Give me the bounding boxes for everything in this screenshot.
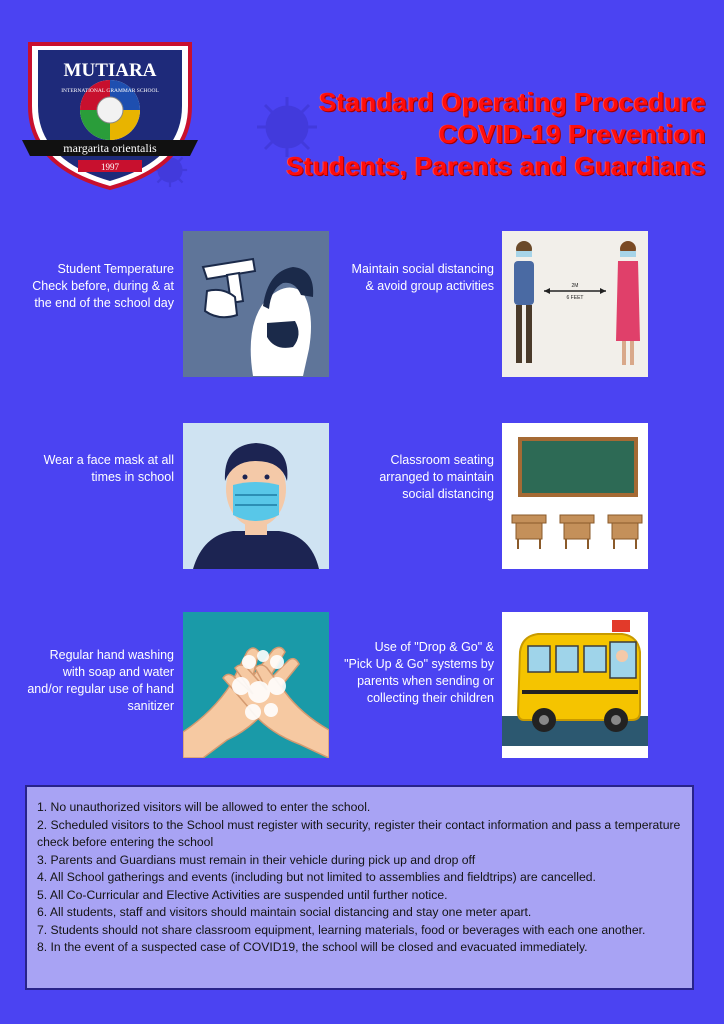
title-line-1: Standard Operating Procedure <box>319 87 706 117</box>
rule-item: 4. All School gatherings and events (including but not limited to assemblies and fieldtrips) are cancelled. <box>37 870 596 884</box>
rule-item: 8. In the event of a suspected case of COVID19, the school will be closed and evacuated immediately. <box>37 940 588 954</box>
classroom-icon <box>502 423 648 569</box>
tip-caption: Student Temperature Check before, during & at the end of the school day <box>32 262 174 310</box>
distance-ft-label: 6 FEET <box>566 295 584 301</box>
logo-subtitle: INTERNATIONAL GRAMMAR SCHOOL <box>61 88 159 94</box>
face-mask-icon <box>183 423 329 569</box>
tip-caption: Maintain social distancing & avoid group activities <box>351 262 494 293</box>
rule-item: 3. Parents and Guardians must remain in their vehicle during pick up and drop off <box>37 852 476 867</box>
school-bus-icon <box>502 612 648 758</box>
hand-washing-icon <box>183 612 329 758</box>
tip-caption: Wear a face mask at all times in school <box>43 453 174 484</box>
page-title <box>286 86 706 182</box>
title-line-3: Students, Parents and Guardians <box>286 151 706 181</box>
tip-caption: Classroom seating arranged to maintain social distancing <box>379 453 494 501</box>
school-logo <box>20 36 200 192</box>
logo-motto: margarita orientalis <box>63 141 157 155</box>
rules-list <box>37 799 684 957</box>
title-line-2: COVID-19 Prevention <box>438 119 706 149</box>
tip-caption: Use of "Drop & Go" & "Pick Up & Go" systems by parents when sending or collecting their children <box>344 640 494 705</box>
tip-caption: Regular hand washing with soap and water and/or regular use of hand sanitizer <box>27 648 174 713</box>
rule-item: 5. All Co-Curricular and Elective Activities are suspended until further notice. <box>37 887 448 902</box>
rule-item: 7. Students should not share classroom equipment, learning materials, food or beverages with each one another. <box>37 922 646 937</box>
rule-item: 6. All students, staff and visitors should maintain social distancing and stay one meter apart. <box>37 905 532 919</box>
rule-item: 2. Scheduled visitors to the School must register with security, register their contact information and pass a temperature check before entering the school <box>37 817 681 849</box>
rules-box <box>25 785 694 990</box>
logo-name: MUTIARA <box>63 60 157 81</box>
thermometer-scan-icon <box>183 231 329 377</box>
rule-item: 1. No unauthorized visitors will be allowed to enter the school. <box>37 800 371 814</box>
distance-m-label: 2M <box>571 283 579 289</box>
social-distance-icon <box>502 231 648 377</box>
logo-year: 1997 <box>101 162 119 172</box>
